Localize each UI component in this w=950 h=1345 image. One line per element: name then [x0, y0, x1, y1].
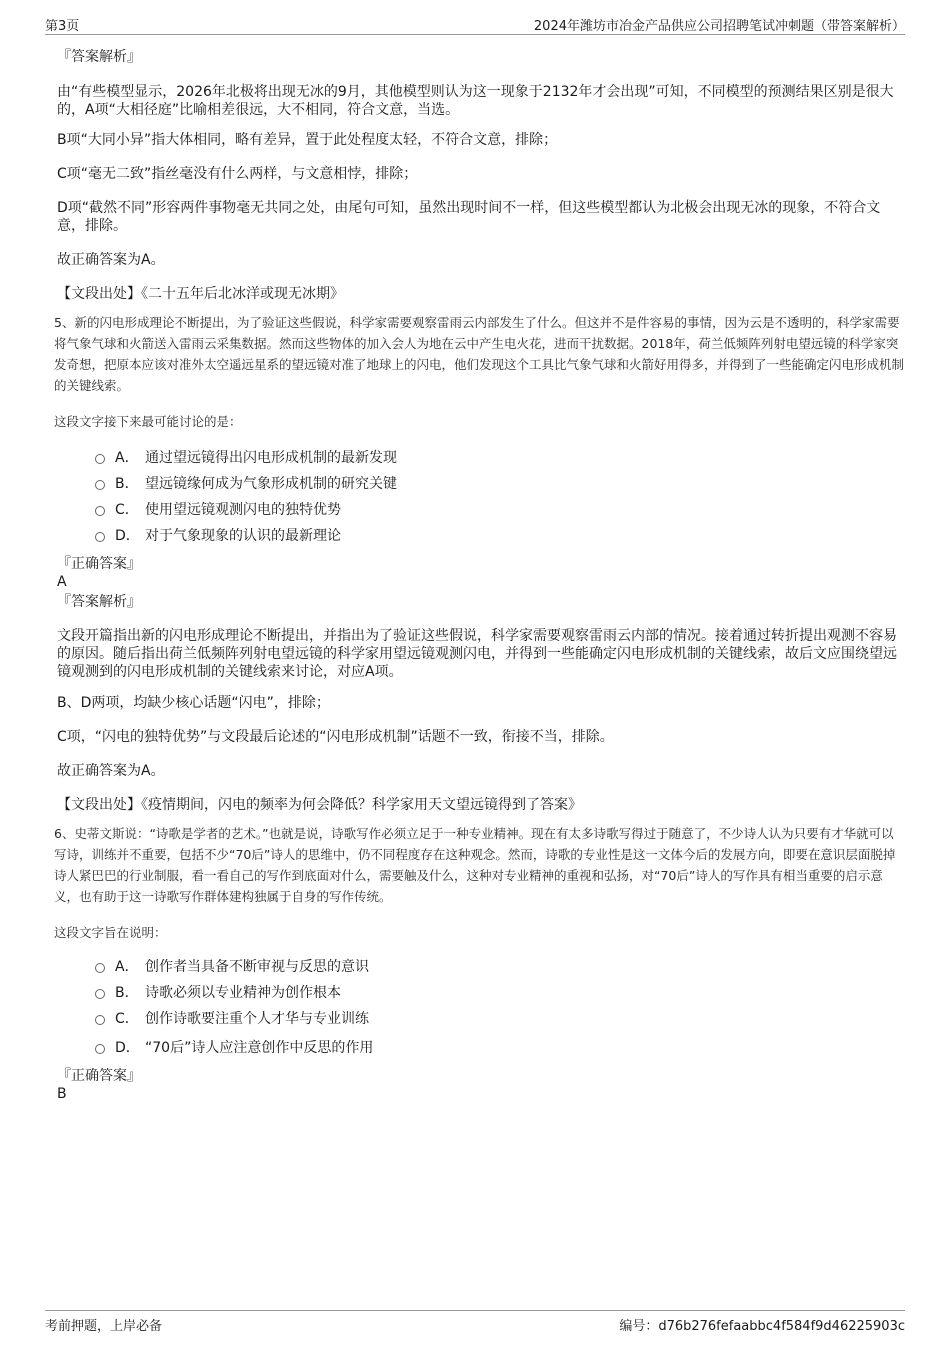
q6-option-d[interactable]: D． “70后”诗人应注意创作中反思的作用	[95, 1035, 905, 1061]
page-content	[45, 45, 905, 1103]
q6-option-a[interactable]: A． 创作者当具备不断审视与反思的意识	[95, 954, 905, 980]
page-number: 第3页	[45, 19, 80, 34]
q5-option-d[interactable]: D． 对于气象现象的认识的最新理论	[95, 523, 905, 549]
radio-icon[interactable]	[95, 480, 105, 490]
page-footer	[45, 1310, 905, 1335]
q4-analysis-paragraph: D项“截然不同”形容两件事物毫无共同之处，由尾句可知，虽然出现时间不一样，但这些模型都认为北极会出现无冰的现象，不符合文意，排除。	[57, 200, 881, 234]
q5-source: 【文段出处】《疫情期间，闪电的频率为何会降低？科学家用天文望远镜得到了答案》	[57, 797, 582, 813]
document-title: 2024年潍坊市冶金产品供应公司招聘笔试冲刺题（带答案解析）	[533, 19, 905, 34]
q5-analysis-paragraph: C项，“闪电的独特优势”与文段最后论述的“闪电形成机制”话题不一致，衔接不当，排除。	[57, 729, 614, 745]
q6-answer-label: 『正确答案』	[57, 1068, 141, 1084]
q4-analysis-paragraph: 由“有些模型显示，2026年北极将出现无冰的9月，其他模型则认为这一现象于2132年才会出现”可知，不同模型的预测结果区别是很大的，A项“大相径庭”比喻相差很远，大不相同，符合文意，当选。	[57, 84, 894, 118]
q6-answer: B	[57, 1086, 67, 1102]
radio-icon[interactable]	[95, 1044, 105, 1054]
q5-analysis-paragraph: B、D两项，均缺少核心话题“闪电”，排除；	[57, 695, 330, 711]
q5-analysis-paragraph: 文段开篇指出新的闪电形成理论不断提出，并指出为了验证这些假说，科学家需要观察雷雨云内部的情况。接着通过转折提出观测不容易的原因。随后指出荷兰低频阵列射电望远镜的科学家用望远镜观测闪电，并得到一些能确定闪电形成机制的关键线索，故后文应围绕望远镜观测到的闪电形成机制的关键线索来讨论，对应A项。	[57, 628, 897, 680]
q5-option-c[interactable]: C． 使用望远镜观测闪电的独特优势	[95, 497, 905, 523]
q6-question: 这段文字旨在说明：	[54, 925, 167, 940]
q5-option-b[interactable]: B． 望远镜缘何成为气象形成机制的研究关键	[95, 471, 905, 497]
radio-icon[interactable]	[95, 532, 105, 542]
q5-question: 这段文字接下来最可能讨论的是：	[54, 414, 242, 429]
q6-passage: 6、史蒂文斯说：“诗歌是学者的艺术。”也就是说，诗歌写作必须立足于一种专业精神。现在有太多诗歌写得过于随意了，不少诗人认为只要有才华就可以写诗，训练并不重要，包括不少“70后”诗人的思维中，仍不同程度存在这种观念。然而，诗歌的专业性是这一文体今后的发展方向，即要在意识层面脱掉诗人紧巴巴的行业制服，看一看自己的写作到底面对什么，需要触及什么，这种对专业精神的重视和弘扬，对“70后”诗人的写作具有相当重要的启示意义，也有助于这一诗歌写作群体建构独属于自身的写作传统。	[54, 826, 896, 904]
radio-icon[interactable]	[95, 1015, 105, 1025]
q4-analysis-label: 『答案解析』	[57, 49, 141, 65]
q6-option-b[interactable]: B． 诗歌必须以专业精神为创作根本	[95, 980, 905, 1006]
q5-answer-label: 『正确答案』	[57, 556, 141, 572]
q4-analysis-paragraph: C项“毫无二致”指丝毫没有什么两样，与文意相悖，排除；	[57, 166, 418, 182]
q5-conclusion: 故正确答案为A。	[57, 763, 165, 779]
radio-icon[interactable]	[95, 454, 105, 464]
q5-passage: 5、新的闪电形成理论不断提出，为了验证这些假说，科学家需要观察雷雨云内部发生了什么。但这并不是件容易的事情，因为云是不透明的，科学家需要将气象气球和火箭送入雷雨云采集数据。然而这些物体的加入会人为地在云中产生电火花，进而干扰数据。2018年，荷兰低频阵列射电望远镜的科学家突发奇想，把原本应该对准外太空遥远星系的望远镜对准了地球上的闪电，他们发现这个工具比气象气球和火箭好用得多，并得到了一些能确定闪电形成机制的关键线索。	[54, 315, 905, 393]
q4-source: 【文段出处】《二十五年后北冰洋或现无冰期》	[57, 286, 344, 302]
radio-icon[interactable]	[95, 963, 105, 973]
radio-icon[interactable]	[95, 989, 105, 999]
q5-analysis-label: 『答案解析』	[57, 594, 141, 610]
page-header	[45, 14, 905, 35]
q4-conclusion: 故正确答案为A。	[57, 252, 165, 268]
q6-option-c[interactable]: C． 创作诗歌要注重个人才华与专业训练	[95, 1006, 905, 1032]
q5-option-a[interactable]: A． 通过望远镜得出闪电形成机制的最新发现	[95, 445, 905, 471]
q5-answer: A	[57, 574, 67, 590]
radio-icon[interactable]	[95, 506, 105, 516]
q4-analysis-paragraph: B项“大同小异”指大体相同，略有差异，置于此处程度太轻，不符合文意，排除；	[57, 132, 558, 148]
document-id: 编号：d76b276fefaabbc4f584f9d46225903c	[619, 1319, 905, 1334]
footer-slogan: 考前押题，上岸必备	[45, 1319, 163, 1334]
